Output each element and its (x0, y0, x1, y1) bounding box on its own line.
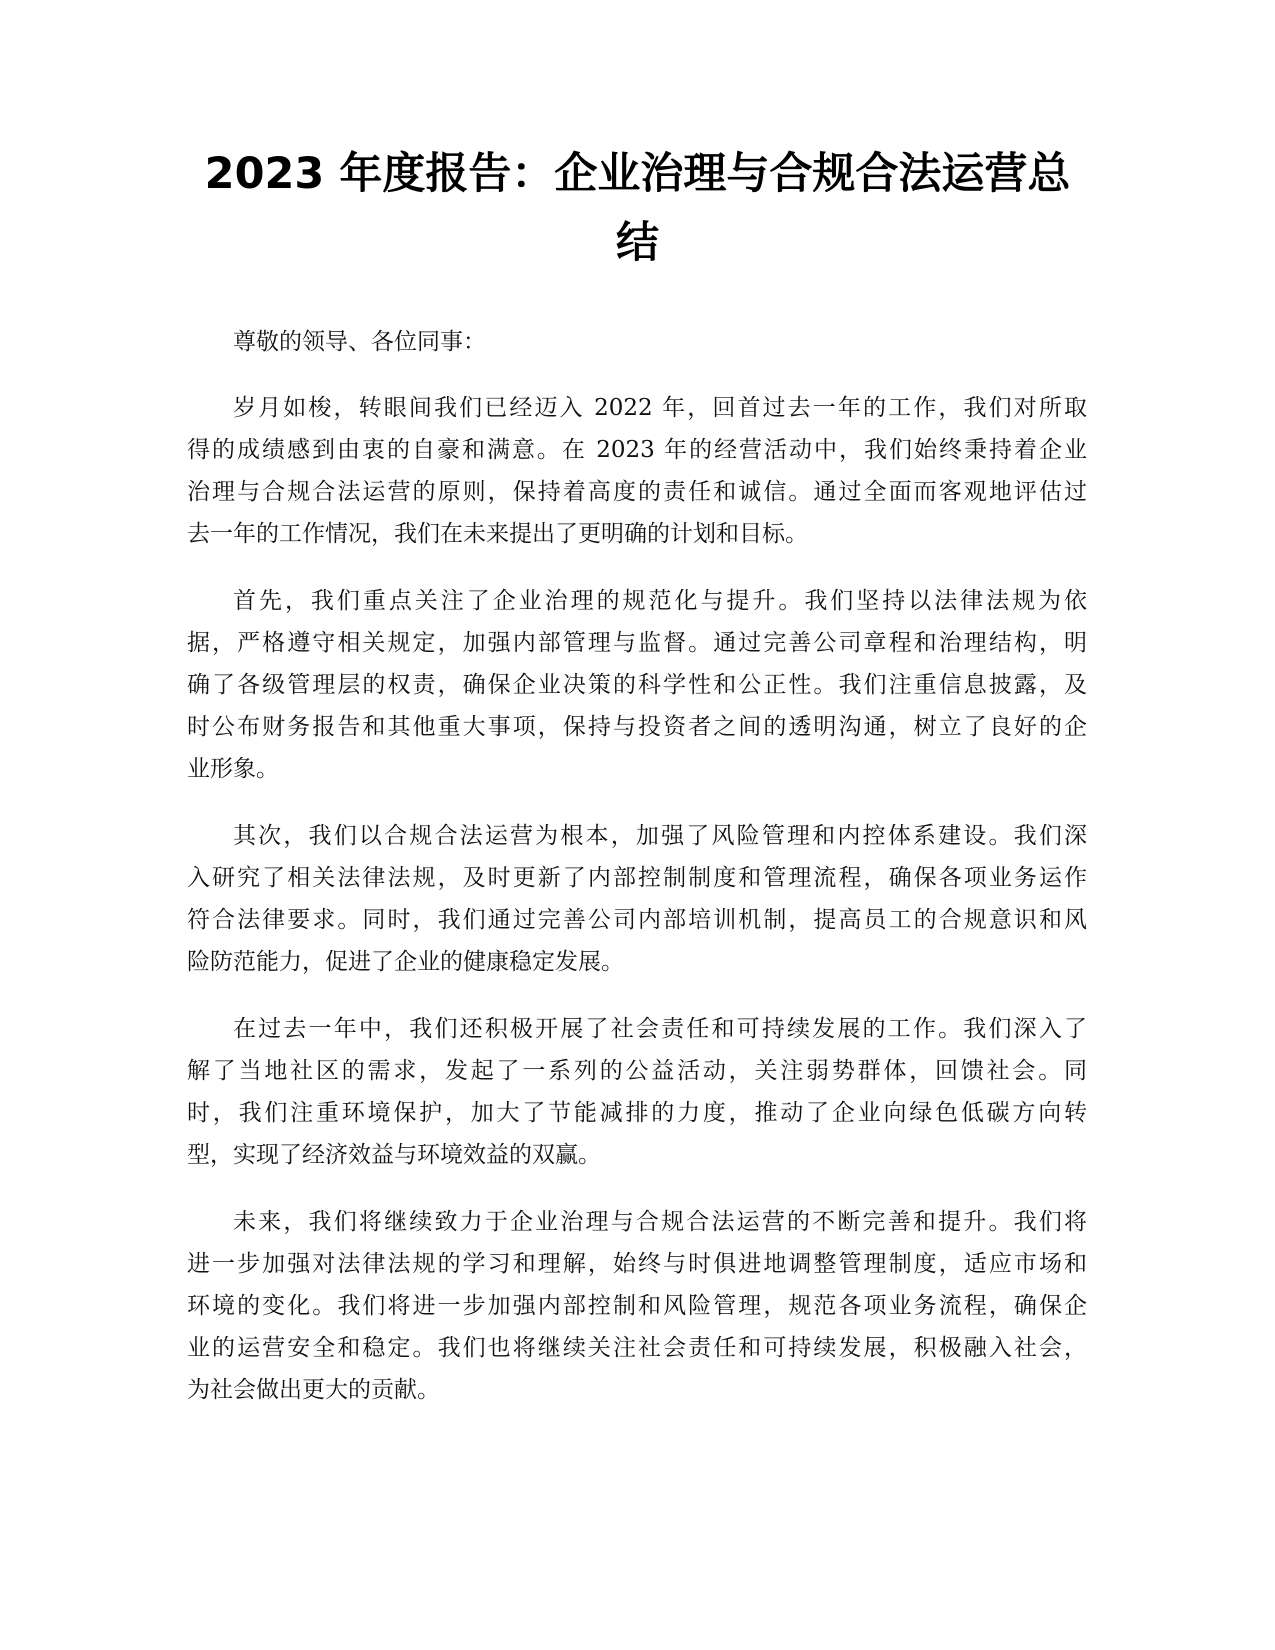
text-line: 入研究了相关法律法规，及时更新了内部控制制度和管理流程，确保各项业务运作 (187, 865, 1087, 891)
paragraph-5 (187, 1201, 1087, 1411)
text-line: 业的运营安全和稳定。我们也将继续关注社会责任和可持续发展，积极融入社会， (187, 1335, 1087, 1361)
paragraph-2 (187, 580, 1087, 790)
text-line: 符合法律要求。同时，我们通过完善公司内部培训机制，提高员工的合规意识和风 (187, 907, 1087, 933)
text-line: 其次，我们以合规合法运营为根本，加强了风险管理和内控体系建设。我们深 (233, 823, 1087, 849)
document-body (187, 322, 1087, 1436)
paragraph-4 (187, 1008, 1087, 1176)
text-line: 首先，我们重点关注了企业治理的规范化与提升。我们坚持以法律法规为依 (233, 588, 1087, 614)
text-line: 环境的变化。我们将进一步加强内部控制和风险管理，规范各项业务流程，确保企 (187, 1293, 1087, 1319)
paragraph-1 (187, 387, 1087, 555)
text-line: 解了当地社区的需求，发起了一系列的公益活动，关注弱势群体，回馈社会。同 (187, 1058, 1087, 1084)
document-title (185, 140, 1090, 278)
text-line: 在过去一年中，我们还积极开展了社会责任和可持续发展的工作。我们深入了 (233, 1016, 1087, 1042)
document-title-line: 结 (616, 218, 659, 268)
text-line: 得的成绩感到由衷的自豪和满意。在 2023 年的经营活动中，我们始终秉持着企业 (187, 437, 1087, 463)
text-line: 型，实现了经济效益与环境效益的双赢。 (187, 1142, 601, 1168)
text-line: 治理与合规合法运营的原则，保持着高度的责任和诚信。通过全面而客观地评估过 (187, 479, 1087, 505)
text-line: 据，严格遵守相关规定，加强内部管理与监督。通过完善公司章程和治理结构，明 (187, 630, 1087, 656)
text-line: 时公布财务报告和其他重大事项，保持与投资者之间的透明沟通，树立了良好的企 (187, 714, 1087, 740)
paragraph-3 (187, 815, 1087, 983)
text-line: 未来，我们将继续致力于企业治理与合规合法运营的不断完善和提升。我们将 (233, 1209, 1087, 1235)
text-line: 进一步加强对法律法规的学习和理解，始终与时俱进地调整管理制度，适应市场和 (187, 1251, 1087, 1277)
text-line: 时，我们注重环境保护，加大了节能减排的力度，推动了企业向绿色低碳方向转 (187, 1100, 1087, 1126)
text-line: 业形象。 (187, 756, 279, 782)
text-line: 去一年的工作情况，我们在未来提出了更明确的计划和目标。 (187, 521, 808, 547)
document-title-line: 2023 年度报告：企业治理与合规合法运营总 (204, 149, 1071, 199)
text-line: 确了各级管理层的权责，确保企业决策的科学性和公正性。我们注重信息披露，及 (187, 672, 1087, 698)
text-line: 岁月如梭，转眼间我们已经迈入 2022 年，回首过去一年的工作，我们对所取 (233, 395, 1087, 421)
greeting: 尊敬的领导、各位同事： (233, 329, 486, 355)
text-line: 险防范能力，促进了企业的健康稳定发展。 (187, 949, 624, 975)
text-line: 为社会做出更大的贡献。 (187, 1377, 440, 1403)
